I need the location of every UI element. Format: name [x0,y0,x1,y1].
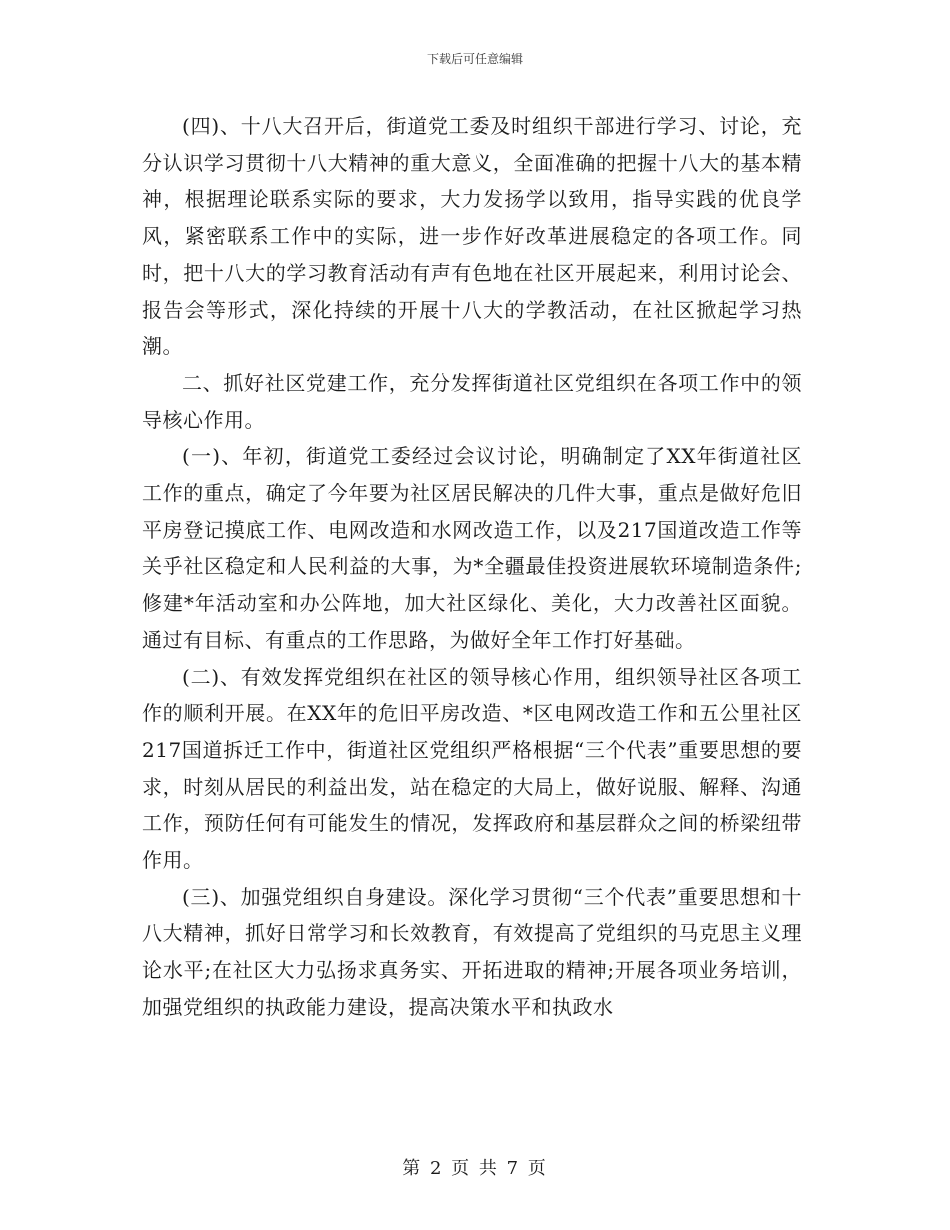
paragraph-heading-party-building: 二、抓好社区党建工作，充分发挥街道社区党组织在各项工作中的领导核心作用。 [142,370,802,432]
page-number-footer: 第 2 页 共 7 页 [402,1158,548,1179]
paragraph-section-4-study: (四)、十八大召开后，街道党工委及时组织干部进行学习、讨论，充分认识学习贯彻十八大精神的重大意义，全面准确的把握十八大的基本精神，根据理论联系实际的要求，大力发扬学以致用，指导实践的优良学风，紧密联系工作中的实际，进一步作好改革进展稳定的各项工作。同时，把十八大的学习教育活动有声有色地在社区开展起来，利用讨论会、报告会等形式，深化持续的开展十八大的学教活动，在社区掀起学习热潮。 [142,114,802,359]
document-body [142,108,802,1026]
paragraph-section-3-self-building: (三)、加强党组织自身建设。深化学习贯彻“三个代表”重要思想和十八大精神，抓好日常学习和长效教育，有效提高了党组织的马克思主义理论水平;在社区大力弘扬求真务实、开拓进取的精神;开展各项业务培训，加强党组织的执政能力建设，提高决策水平和执政水 [142,884,802,1019]
paragraph-section-1-work-priorities: (一)、年初，街道党工委经过会议讨论，明确制定了XX年街道社区工作的重点，确定了今年要为社区居民解决的几件大事，重点是做好危旧平房登记摸底工作、电网改造和水网改造工作，以及217国道改造工作等关乎社区稳定和人民利益的大事，为*全疆最佳投资进展软环境制造条件;修建*年活动室和办公阵地，加大社区绿化、美化，大力改善社区面貌。通过有目标、有重点的工作思路，为做好全年工作打好基础。 [142,444,802,652]
paragraph-section-2-leadership-role: (二)、有效发挥党组织在社区的领导核心作用，组织领导社区各项工作的顺利开展。在XX年的危旧平房改造、*区电网改造工作和五公里社区217国道拆迁工作中，街道社区党组织严格根据“三个代表”重要思想的要求，时刻从居民的利益出发，站在稳定的大局上，做好说服、解释、沟通工作，预防任何有可能发生的情况，发挥政府和基层群众之间的桥梁纽带作用。 [142,664,802,873]
page-header: 下载后可任意编辑 [426,52,523,66]
